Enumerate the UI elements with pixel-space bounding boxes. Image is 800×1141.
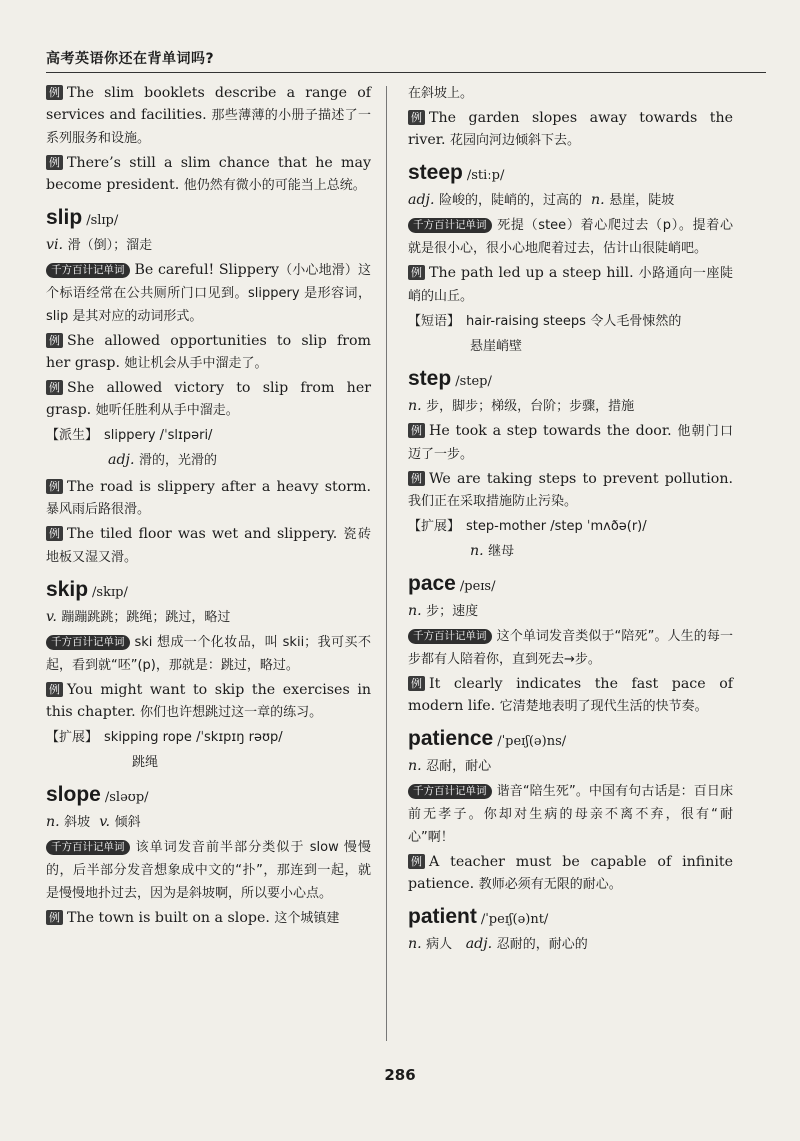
extension-definition	[408, 540, 733, 563]
headword: patience	[408, 727, 494, 750]
example-icon: 例	[408, 423, 425, 438]
derivation-definition	[46, 449, 371, 472]
phonetic: /slɪp/	[86, 213, 119, 228]
headword: slope	[46, 783, 101, 806]
memory-badge: 千方百计记单词	[408, 629, 492, 644]
part-of-speech: v.	[46, 609, 57, 625]
part-of-speech: n.	[408, 603, 422, 619]
part-of-speech: vi.	[46, 237, 64, 253]
example-sentence	[46, 523, 371, 569]
part-of-speech: n.	[470, 543, 484, 559]
part-of-speech: n.	[408, 936, 422, 952]
phrase	[408, 310, 733, 333]
definition	[408, 189, 733, 212]
memory-badge: 千方百计记单词	[408, 218, 492, 233]
entry-headword	[408, 368, 733, 393]
example-en: The road is slippery after a heavy storm.	[67, 479, 371, 495]
memory-tip	[408, 214, 733, 260]
phrase-zh: 悬崖峭壁	[470, 339, 523, 354]
memory-badge: 千方百计记单词	[46, 635, 130, 650]
example-sentence	[46, 907, 371, 930]
memory-badge: 千方百计记单词	[46, 263, 130, 278]
definition-text: 险峻的，陡峭的，过高的	[438, 193, 582, 208]
example-en: The path led up a steep hill.	[429, 265, 634, 281]
example-icon: 例	[46, 380, 63, 395]
book-title: 高考英语你还在背单词吗?	[46, 51, 215, 67]
definition-text: 步，脚步；梯级，台阶；步骤，措施	[426, 399, 635, 414]
definition-text: 滑（倒）；溜走	[67, 238, 153, 253]
part-of-speech: n.	[591, 192, 605, 208]
phrase-label: 【短语】	[408, 314, 461, 329]
example-en: There’s still a slim chance that he may become president.	[46, 155, 371, 193]
page-number: 286	[384, 1066, 416, 1084]
example-en: You might want to skip the exercises in this chapter.	[46, 682, 371, 720]
example-icon: 例	[46, 155, 63, 170]
memory-tip	[46, 259, 371, 328]
part-of-speech: v.	[99, 814, 111, 830]
phonetic: /ˈpeɪʃ(ə)ns/	[497, 734, 567, 749]
definition	[46, 811, 371, 834]
phrase-zh: 令人毛骨悚然的	[590, 314, 682, 329]
entry-headword	[46, 207, 371, 232]
phonetic: /skɪp/	[92, 585, 128, 600]
memory-zh: 谐音“陪生死”。中国有句古话是：百日床前无孝子。你却对生病的母亲不离不弃，很有“耐心”啊！	[408, 784, 733, 845]
example-sentence	[408, 468, 733, 513]
example-en: She allowed opportunities to slip from her grasp.	[46, 333, 371, 371]
entry-headword	[408, 728, 733, 753]
memory-badge: 千方百计记单词	[408, 784, 492, 799]
example-sentence	[408, 673, 733, 718]
memory-zh: （小心地滑）这个标语经常在公共厕所门口见到。slippery 是形容词，slip 是其对应的动词形式。	[46, 263, 371, 324]
example-icon: 例	[408, 854, 425, 869]
memory-tip	[46, 836, 371, 905]
definition	[408, 395, 733, 418]
headword: step	[408, 367, 452, 390]
phonetic: /stiːp/	[466, 168, 505, 183]
example-en: She allowed victory to slip from her grasp.	[46, 380, 371, 418]
part-of-speech: adj.	[408, 192, 435, 208]
example-en: The garden slopes away towards the river.	[408, 110, 733, 148]
example-sentence	[408, 420, 733, 466]
headword: pace	[408, 572, 456, 595]
example-zh: 花园向河边倾斜下去。	[449, 133, 580, 148]
memory-en: Be careful! Slippery	[134, 262, 279, 278]
derivation-word: slippery /ˈslɪpəri/	[104, 428, 213, 443]
extension-definition	[46, 751, 371, 774]
column-divider	[386, 86, 387, 1041]
example-sentence	[408, 851, 733, 896]
continued-text	[408, 82, 733, 105]
example-zh: 小路通向一座陡峭的山丘。	[408, 266, 733, 304]
example-sentence	[46, 476, 371, 521]
example-en: He took a step towards the door.	[429, 423, 672, 439]
example-zh: 它清楚地表明了现代生活的快节奏。	[499, 699, 708, 714]
example-zh: 我们正在采取措施防止污染。	[408, 494, 578, 509]
headword: skip	[46, 578, 89, 601]
headword: slip	[46, 206, 83, 229]
example-sentence	[408, 107, 733, 152]
example-icon: 例	[46, 479, 63, 494]
part-of-speech: n.	[46, 814, 60, 830]
example-zh: 那些薄薄的小册子描述了一系列服务和设施。	[46, 108, 371, 146]
definition-text: 忍耐，耐心	[426, 759, 492, 774]
example-icon: 例	[46, 682, 63, 697]
example-en: We are taking steps to prevent pollution.	[429, 471, 733, 487]
example-sentence	[46, 152, 371, 197]
example-zh: 他仍然有微小的可能当上总统。	[183, 178, 366, 193]
definition-text: 步；速度	[426, 604, 479, 619]
example-zh: 她听任胜利从手中溜走。	[95, 403, 239, 418]
extension-label: 【扩展】	[408, 519, 461, 534]
memory-badge: 千方百计记单词	[46, 840, 130, 855]
example-icon: 例	[408, 676, 425, 691]
entry-headword	[46, 784, 371, 809]
memory-zh: 这个单词发音类似于“陪死”。人生的每一步都有人陪着你，直到死去→步。	[408, 629, 733, 667]
example-zh: 教师必须有无限的耐心。	[478, 877, 622, 892]
derivation-label: 【派生】	[46, 428, 99, 443]
definition-text: 斜坡	[64, 815, 91, 830]
example-sentence	[46, 679, 371, 724]
example-zh: 她让机会从手中溜走了。	[124, 356, 268, 371]
left-column	[46, 82, 371, 932]
example-en: The slim booklets describe a range of services and facilities.	[46, 85, 371, 123]
definition	[46, 234, 371, 257]
example-icon: 例	[408, 110, 425, 125]
memory-tip	[408, 625, 733, 671]
definition	[46, 606, 371, 629]
memory-tip	[46, 631, 371, 677]
memory-tip	[408, 780, 733, 849]
example-icon: 例	[46, 526, 63, 541]
definition-text: 蹦蹦跳跳；跳绳；跳过，略过	[61, 610, 231, 625]
example-icon: 例	[46, 85, 63, 100]
example-icon: 例	[408, 471, 425, 486]
phonetic: /step/	[455, 374, 492, 389]
part-of-speech: adj.	[108, 452, 135, 468]
definition-text: 跳绳	[132, 755, 159, 770]
example-zh: 这个城镇建	[274, 911, 340, 926]
definition-text: 病人	[426, 937, 453, 952]
example-zh: 在斜坡上。	[408, 86, 474, 101]
part-of-speech: adj.	[465, 936, 493, 952]
example-icon: 例	[408, 265, 425, 280]
definition-text: 倾斜	[114, 815, 141, 830]
example-zh: 他朝门口迈了一步。	[408, 424, 733, 462]
example-sentence	[46, 330, 371, 375]
example-sentence	[46, 82, 371, 150]
page-header	[46, 48, 766, 70]
phonetic: /sləʊp/	[104, 790, 149, 805]
header-rule	[46, 72, 766, 73]
example-sentence	[408, 262, 733, 308]
example-en: The town is built on a slope.	[67, 910, 270, 926]
definition	[408, 600, 733, 623]
extension	[46, 726, 371, 749]
example-en: It clearly indicates the fast pace of modern life.	[408, 676, 733, 714]
entry-headword	[408, 906, 733, 931]
definition-text: 忍耐的，耐心的	[496, 937, 588, 952]
entry-headword	[408, 162, 733, 187]
definition-text: 继母	[488, 544, 515, 559]
example-zh: 暴风雨后路很滑。	[46, 502, 151, 517]
example-zh: 你们也许想跳过这一章的练习。	[140, 705, 323, 720]
headword: steep	[408, 161, 463, 184]
example-en: A teacher must be capable of infinite patience.	[408, 854, 733, 892]
phonetic: /ˈpeɪʃ(ə)nt/	[480, 912, 549, 927]
entry-headword	[46, 579, 371, 604]
headword: patient	[408, 905, 477, 928]
example-en: The tiled floor was wet and slippery.	[67, 526, 338, 542]
memory-zh: 死提（stee）着心爬过去（p）。提着心就是很小心，很小心地爬着过去，估计山很陡峭吧。	[408, 218, 733, 256]
example-sentence	[46, 377, 371, 422]
extension-word: skipping rope /ˈskɪpɪŋ rəʊp/	[104, 730, 283, 745]
entry-headword	[408, 573, 733, 598]
extension	[408, 515, 733, 538]
definition-text: 滑的，光滑的	[138, 453, 217, 468]
definition	[408, 755, 733, 778]
phrase-en: hair-raising steeps	[466, 314, 586, 329]
definition	[408, 933, 733, 956]
phrase-continued	[408, 335, 733, 358]
part-of-speech: n.	[408, 398, 422, 414]
memory-zh: ski 想成一个化妆品，叫 skii；我可买不起，看到就“呸”(p)，那就是：跳过，略过。	[46, 635, 371, 673]
example-zh: 瓷砖地板又湿又滑。	[46, 527, 371, 565]
definition-text: 悬崖，陡坡	[609, 193, 675, 208]
extension-word: step-mother /step ˈmʌðə(r)/	[466, 519, 647, 534]
memory-zh: 该单词发音前半部分类似于 slow 慢慢的，后半部分发音想象成中文的“扑”，那连到一起，就是慢慢地扑过去，因为是斜坡啊，所以要小心点。	[46, 840, 371, 901]
example-icon: 例	[46, 333, 63, 348]
extension-label: 【扩展】	[46, 730, 99, 745]
example-icon: 例	[46, 910, 63, 925]
part-of-speech: n.	[408, 758, 422, 774]
derivation	[46, 424, 371, 447]
right-column	[408, 82, 733, 958]
phonetic: /peɪs/	[459, 579, 496, 594]
